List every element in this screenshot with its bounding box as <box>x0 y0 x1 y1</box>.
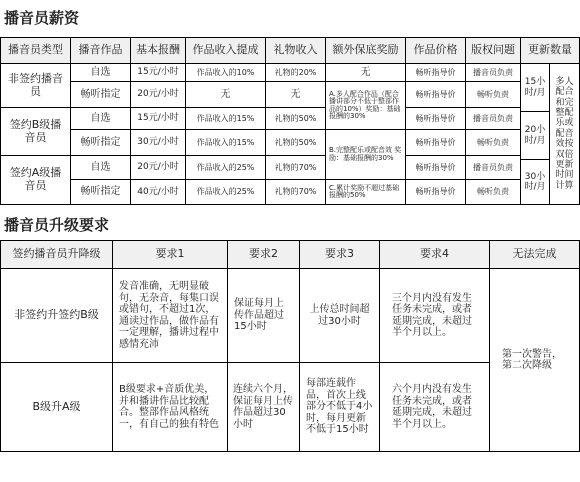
type-signed-a: 签约A级播音员 <box>1 156 71 205</box>
header-price: 作品价格 <box>406 38 466 64</box>
row3-commission: 作品收入的15% <box>186 130 266 156</box>
row1-base: 20元/小时 <box>131 82 186 108</box>
row0-gift: 礼物的20% <box>266 64 326 82</box>
row2-gift: 礼物的50% <box>266 108 326 130</box>
header-work: 播音作品 <box>71 38 131 64</box>
row-b-to-a-label: B级升A级 <box>1 363 113 452</box>
upgrade-table <box>0 240 580 452</box>
row0-bonus: 无 <box>326 64 406 82</box>
row1-price: 畅听指导价 <box>406 82 466 108</box>
header-gift: 礼物收入 <box>266 38 326 64</box>
row-unsigned-to-b-req3: 上传总时间超过30小时 <box>300 269 380 363</box>
row0-price: 畅听指导价 <box>406 64 466 82</box>
row3-work: 畅听指定 <box>71 130 131 156</box>
salary-table <box>0 37 580 205</box>
header-copyright: 版权问题 <box>466 38 521 64</box>
upgrade-section-title: 播音员升级要求 <box>4 216 110 234</box>
bonus-multi-person: A.多人配合作品（配合播讲部分不低于整部作品的10%）奖励：基础报酬的30% <box>326 82 406 130</box>
row2-commission: 作品收入的15% <box>186 108 266 130</box>
header-commission: 作品收入提成 <box>186 38 266 64</box>
row1-gift: 无 <box>266 82 326 108</box>
header-update: 更新数量 <box>521 38 580 64</box>
row1-copyright: 畅听负责 <box>466 82 521 108</box>
header-req2: 要求2 <box>228 241 300 269</box>
row1-commission: 无 <box>186 82 266 108</box>
row-b-to-a-req4: 六个月内没有发生任务未完成，或者延期完成，未超过半个月以上。 <box>380 363 490 452</box>
fail-penalty: 第一次警告，第二次降级 <box>490 269 580 452</box>
bonus-full-music: B.完整配乐或配音效 奖励：基础报酬的30% <box>326 130 406 180</box>
row0-commission: 作品收入的10% <box>186 64 266 82</box>
row4-work: 自选 <box>71 156 131 180</box>
row2-work: 自选 <box>71 108 131 130</box>
header-req3: 要求3 <box>300 241 380 269</box>
row-b-to-a-req2: 连续六个月，保证每月上传作品超过30小时 <box>228 363 300 452</box>
row-unsigned-to-b-req1: 发音准确，无明显破句，无杂音，每集口误或错句，不超过1次，通读过作品，做作品有一定理解，播讲过程中感情充沛 <box>113 269 228 363</box>
row4-gift: 礼物的70% <box>266 156 326 180</box>
row3-gift: 礼物的50% <box>266 130 326 156</box>
bonus-cap: C.累计奖励不超过基础报酬的50% <box>326 180 406 205</box>
header-req1: 要求1 <box>113 241 228 269</box>
row3-base: 30元/小时 <box>131 130 186 156</box>
header-type: 播音员类型 <box>1 38 71 64</box>
update-signed-b: 20小时/月 <box>521 112 550 160</box>
row5-price: 畅听指导价 <box>406 180 466 205</box>
row0-copyright: 播音员负责 <box>466 64 521 82</box>
header-req4: 要求4 <box>380 241 490 269</box>
row1-work: 畅听指定 <box>71 82 131 108</box>
header-base: 基本报酬 <box>131 38 186 64</box>
row-unsigned-to-b-req2: 保证每月上传作品超过15小时 <box>228 269 300 363</box>
header-bonus: 额外保底奖励 <box>326 38 406 64</box>
row5-copyright: 畅听负责 <box>466 180 521 205</box>
header-fail: 无法完成 <box>490 241 580 269</box>
salary-section-title: 播音员薪资 <box>4 9 80 27</box>
update-signed-a: 30小时/月 <box>521 160 550 205</box>
row5-base: 40元/小时 <box>131 180 186 205</box>
row5-work: 畅听指定 <box>71 180 131 205</box>
row2-price: 畅听指导价 <box>406 108 466 130</box>
row0-base: 15元/小时 <box>131 64 186 82</box>
row5-commission: 作品收入的25% <box>186 180 266 205</box>
row-b-to-a-req3: 每部连载作品，首次上线部分不低于4小时，每月更新不低于15小时 <box>300 363 380 452</box>
row2-base: 15元/小时 <box>131 108 186 130</box>
type-signed-b: 签约B级播音员 <box>1 108 71 156</box>
row3-price: 畅听指导价 <box>406 130 466 156</box>
row2-copyright: 播音员负责 <box>466 108 521 130</box>
row4-copyright: 播音员负责 <box>466 156 521 180</box>
row4-commission: 作品收入的25% <box>186 156 266 180</box>
row4-base: 20元/小时 <box>131 156 186 180</box>
update-unsigned: 15小时/月 <box>521 64 550 112</box>
row-unsigned-to-b-req4: 三个月内没有发生任务未完成，或者延期完成，未超过半个月以上。 <box>380 269 490 363</box>
row0-work: 自选 <box>71 64 131 82</box>
row-b-to-a-req1: B级要求+音质优美，并和播讲作品比较配合。整部作品风格统一，有自己的独有特色 <box>113 363 228 452</box>
type-unsigned: 非签约播音员 <box>1 64 71 108</box>
row3-copyright: 畅听负责 <box>466 130 521 156</box>
update-note: 多人配合和完整配乐或配音效按双倍更新时间计算 <box>550 64 580 205</box>
row5-gift: 礼物的70% <box>266 180 326 205</box>
header-upgrade: 签约播音员升降级 <box>1 241 113 269</box>
row4-price: 畅听指导价 <box>406 156 466 180</box>
row-unsigned-to-b-label: 非签约升签约B级 <box>1 269 113 363</box>
